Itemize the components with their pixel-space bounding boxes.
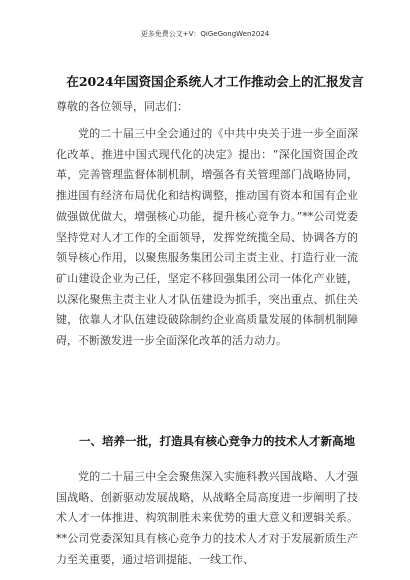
body-paragraph: 党的二十届三中全会聚焦深入实施科教兴国战略、人才强国战略、创新驱动发展战略，从战略全局高度进一步阐明了技术人才一体推进、构筑制胜未来优势的重大意义和逻辑关系。**公司党委深知具有核心竞争力的技术人才对于发展新质生产力至关重要，通过培训提能、一线工作、 — [56, 470, 358, 566]
salutation: 尊敬的各位领导，同志们： — [56, 100, 188, 113]
header-note: 更多免费公文+V：QiGeGongWen2024 — [140, 30, 270, 38]
body-paragraph: 党的二十届三中全会通过的《中共中央关于进一步全面深化改革、推进中国式现代化的决定》提出：“深化国资国企改革，完善管理监督体制机制，增强各有关管理部门战略协同，推进国有经济布局优化和结构调整，推动国有资本和国有企业做强做优做大，增强核心功能，提升核心竞争力。”**公司党委坚持党对人才工作的全面领导，发挥党统揽全局、协调各方的领导核心作用，以聚焦服务集团公司主责主业、打造行业一流矿山建设企业为己任，坚定不移回强集团公司一体化产业链，以深化聚焦主责主业人才队伍建设为抓手，突出重点、抓住关键，依靠人才队伍建设破除制约企业高质量发展的体制机制障碍，不断激发进一步全面深化改革的活力动力。 — [56, 127, 358, 348]
section-heading: 一、培养一批，打造具有核心竞争力的技术人才新高地 — [79, 434, 355, 448]
document-title: 在2024年国资国企系统人才工作推动会上的汇报发言 — [66, 74, 364, 89]
